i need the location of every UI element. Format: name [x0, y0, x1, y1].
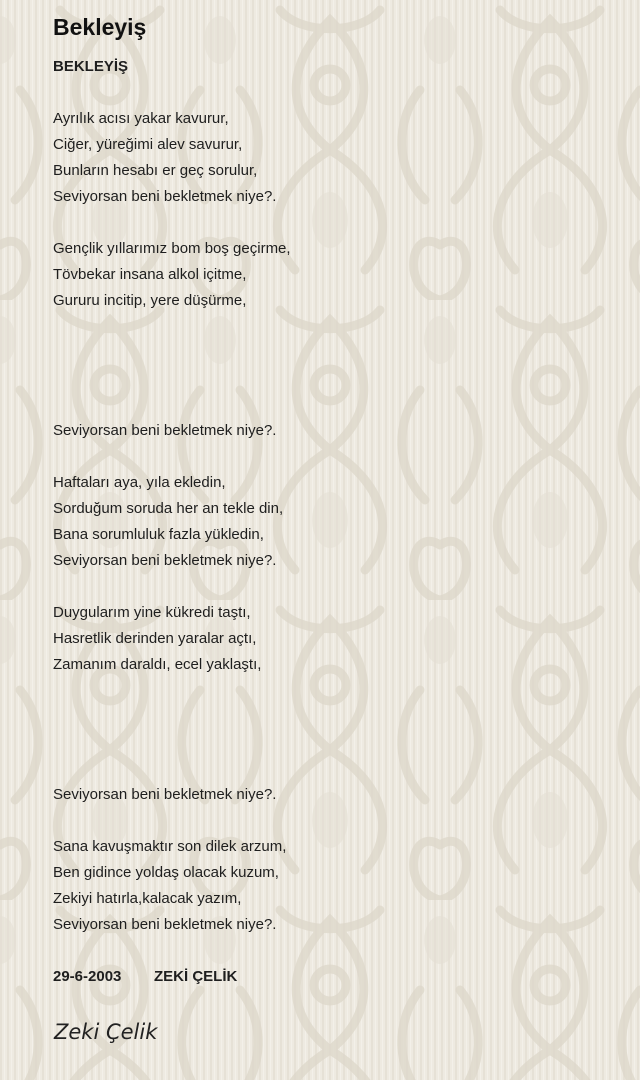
poem-line: Ayrılık acısı yakar kavurur, — [53, 110, 229, 127]
poem-line: Sorduğum soruda her an tekle din, — [53, 500, 284, 517]
poem-line: Duygularım yine kükredi taştı, — [53, 604, 251, 621]
blank-line — [53, 340, 291, 366]
poem-line: Hasretlik derinden yaralar açtı, — [53, 630, 257, 647]
author-name: Zeki Çelik — [54, 1020, 158, 1044]
blank-line — [53, 392, 291, 418]
poem-signature-row — [53, 964, 291, 990]
poem-date: 29-6-2003 — [53, 968, 122, 985]
poem-line: Seviyorsan beni bekletmek niye?. — [53, 786, 277, 803]
poem-line: Gururu incitip, yere düşürme, — [53, 292, 247, 309]
poem-line: Seviyorsan beni bekletmek niye?. — [53, 188, 277, 205]
poem-line: Ciğer, yüreğimi alev savurur, — [53, 136, 243, 153]
blank-line — [53, 756, 291, 782]
poem-line: Bana sorumluluk fazla yükledin, — [53, 526, 264, 543]
poem-line: Gençlik yıllarımız bom boş geçirme, — [53, 240, 291, 257]
poem-line: Seviyorsan beni bekletmek niye?. — [53, 552, 277, 569]
poem-line: Ben gidince yoldaş olacak kuzum, — [53, 864, 279, 881]
blank-line — [53, 808, 291, 834]
page-title: Bekleyiş — [53, 14, 147, 40]
blank-line — [53, 314, 291, 340]
blank-line — [53, 938, 291, 964]
poem-line: Tövbekar insana alkol içitme, — [53, 266, 247, 283]
blank-line — [53, 574, 291, 600]
blank-line — [53, 730, 291, 756]
poem-signature: ZEKİ ÇELİK — [154, 968, 238, 985]
blank-line — [53, 444, 291, 470]
poem-line: Haftaları aya, yıla ekledin, — [53, 474, 226, 491]
poem-line: Seviyorsan beni bekletmek niye?. — [53, 916, 277, 933]
blank-line — [53, 704, 291, 730]
blank-line — [53, 678, 291, 704]
poem-line: Sana kavuşmaktır son dilek arzum, — [53, 838, 287, 855]
blank-line — [53, 80, 291, 106]
poem-line: Zekiyi hatırla,kalacak yazım, — [53, 890, 242, 907]
poem-line: Zamanım daraldı, ecel yaklaştı, — [53, 656, 262, 673]
blank-line — [53, 210, 291, 236]
poem-line: Seviyorsan beni bekletmek niye?. — [53, 422, 277, 439]
poem-line: Bunların hesabı er geç sorulur, — [53, 162, 258, 179]
poem-body — [53, 54, 291, 990]
blank-line — [53, 366, 291, 392]
poem-heading: BEKLEYİŞ — [53, 58, 129, 75]
